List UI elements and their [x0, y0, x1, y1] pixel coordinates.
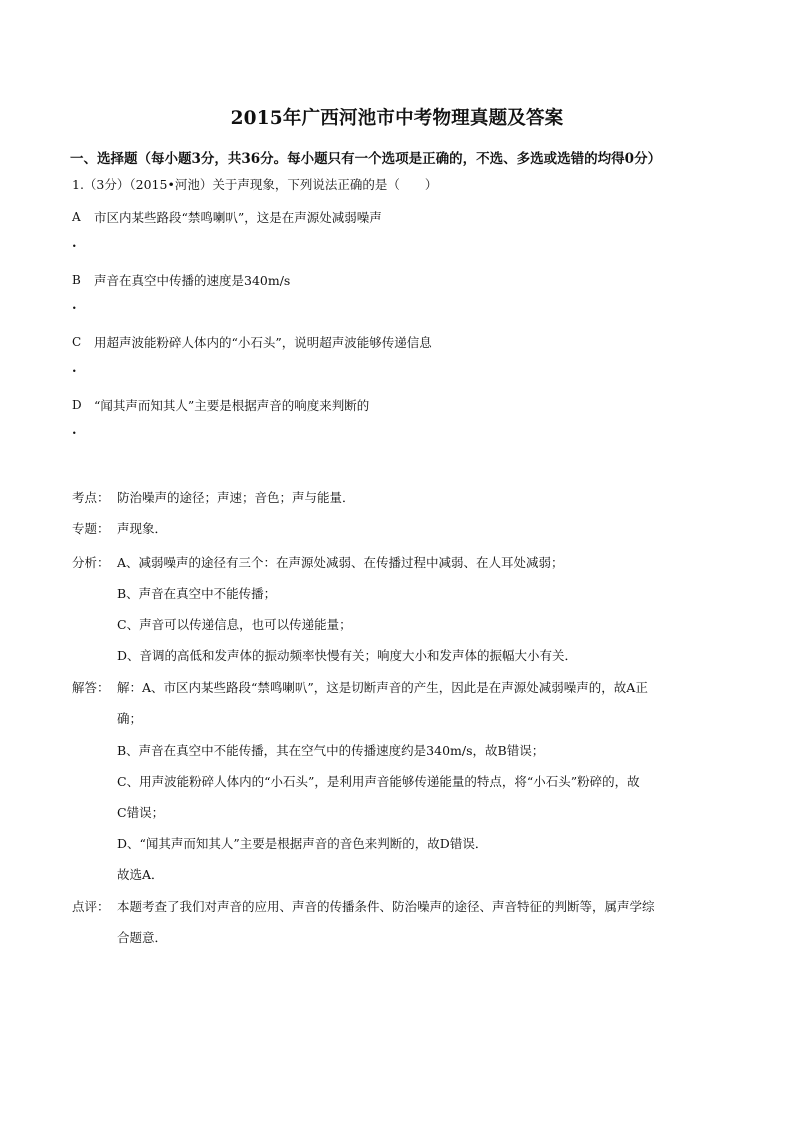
option-b-dot: .: [72, 298, 77, 313]
fenxi-line: D、音调的高低和发声体的振动频率快慢有关；响度大小和发声体的振幅大小有关．: [117, 648, 578, 663]
option-d-dot: .: [72, 423, 77, 438]
jieda-line: B、声音在真空中不能传播，其在空气中的传播速度约是340m/s，故B错误；: [117, 743, 545, 758]
jieda-label: 解答：: [72, 680, 110, 695]
jieda-line: C错误；: [117, 805, 165, 820]
option-c-dot: .: [72, 361, 77, 376]
option-a-letter: A: [72, 210, 81, 224]
jieda-line: 确；: [117, 711, 143, 726]
kaodian-text: 防治噪声的途径；声速；音色；声与能量．: [117, 490, 355, 505]
zhuanti-text: 声现象．: [117, 521, 168, 536]
fenxi-line: C、声音可以传递信息，也可以传递能量；: [117, 617, 352, 632]
option-a-text: 市区内某些路段“禁鸣喇叭”，这是在声源处减弱噪声: [94, 210, 382, 225]
dianping-line: 合题意．: [117, 930, 168, 945]
dianping-label: 点评：: [72, 899, 110, 914]
fenxi-label: 分析：: [72, 555, 110, 570]
question-stem: 1.（3分）（2015•河池）关于声现象，下列说法正确的是（ ）: [72, 177, 438, 192]
option-d-letter: D: [72, 398, 82, 412]
section-heading: 一、选择题（每小题3分，共36分。每小题只有一个选项是正确的，不选、多选或选错的均得0分）: [70, 151, 662, 167]
jieda-line: 故选A．: [117, 867, 164, 882]
jieda-line: D、“闻其声而知其人”主要是根据声音的音色来判断的，故D错误．: [117, 836, 488, 851]
option-b-text: 声音在真空中传播的速度是340m/s: [94, 273, 291, 288]
fenxi-line: A、减弱噪声的途径有三个：在声源处减弱、在传播过程中减弱、在人耳处减弱；: [117, 555, 564, 570]
jieda-line: C、用声波能粉碎人体内的“小石头”，是利用声音能够传递能量的特点，将“小石头”粉碎的，故: [117, 774, 640, 789]
option-c-text: 用超声波能粉碎人体内的“小石头”，说明超声波能够传递信息: [94, 335, 432, 350]
dianping-line: 本题考查了我们对声音的应用、声音的传播条件、防治噪声的途径、声音特征的判断等，属声学综: [117, 899, 655, 914]
option-a-dot: .: [72, 236, 77, 251]
page-title: 2015年广西河池市中考物理真题及答案: [230, 108, 564, 129]
option-b-letter: B: [72, 273, 81, 287]
kaodian-label: 考点：: [72, 490, 110, 505]
option-d-text: “闻其声而知其人”主要是根据声音的响度来判断的: [94, 398, 370, 413]
option-c-letter: C: [72, 335, 82, 349]
fenxi-line: B、声音在真空中不能传播；: [117, 586, 277, 601]
jieda-line: 解：A、市区内某些路段“禁鸣喇叭”，这是切断声音的产生，因此是在声源处减弱噪声的，故A正: [117, 680, 648, 695]
zhuanti-label: 专题：: [72, 521, 110, 536]
